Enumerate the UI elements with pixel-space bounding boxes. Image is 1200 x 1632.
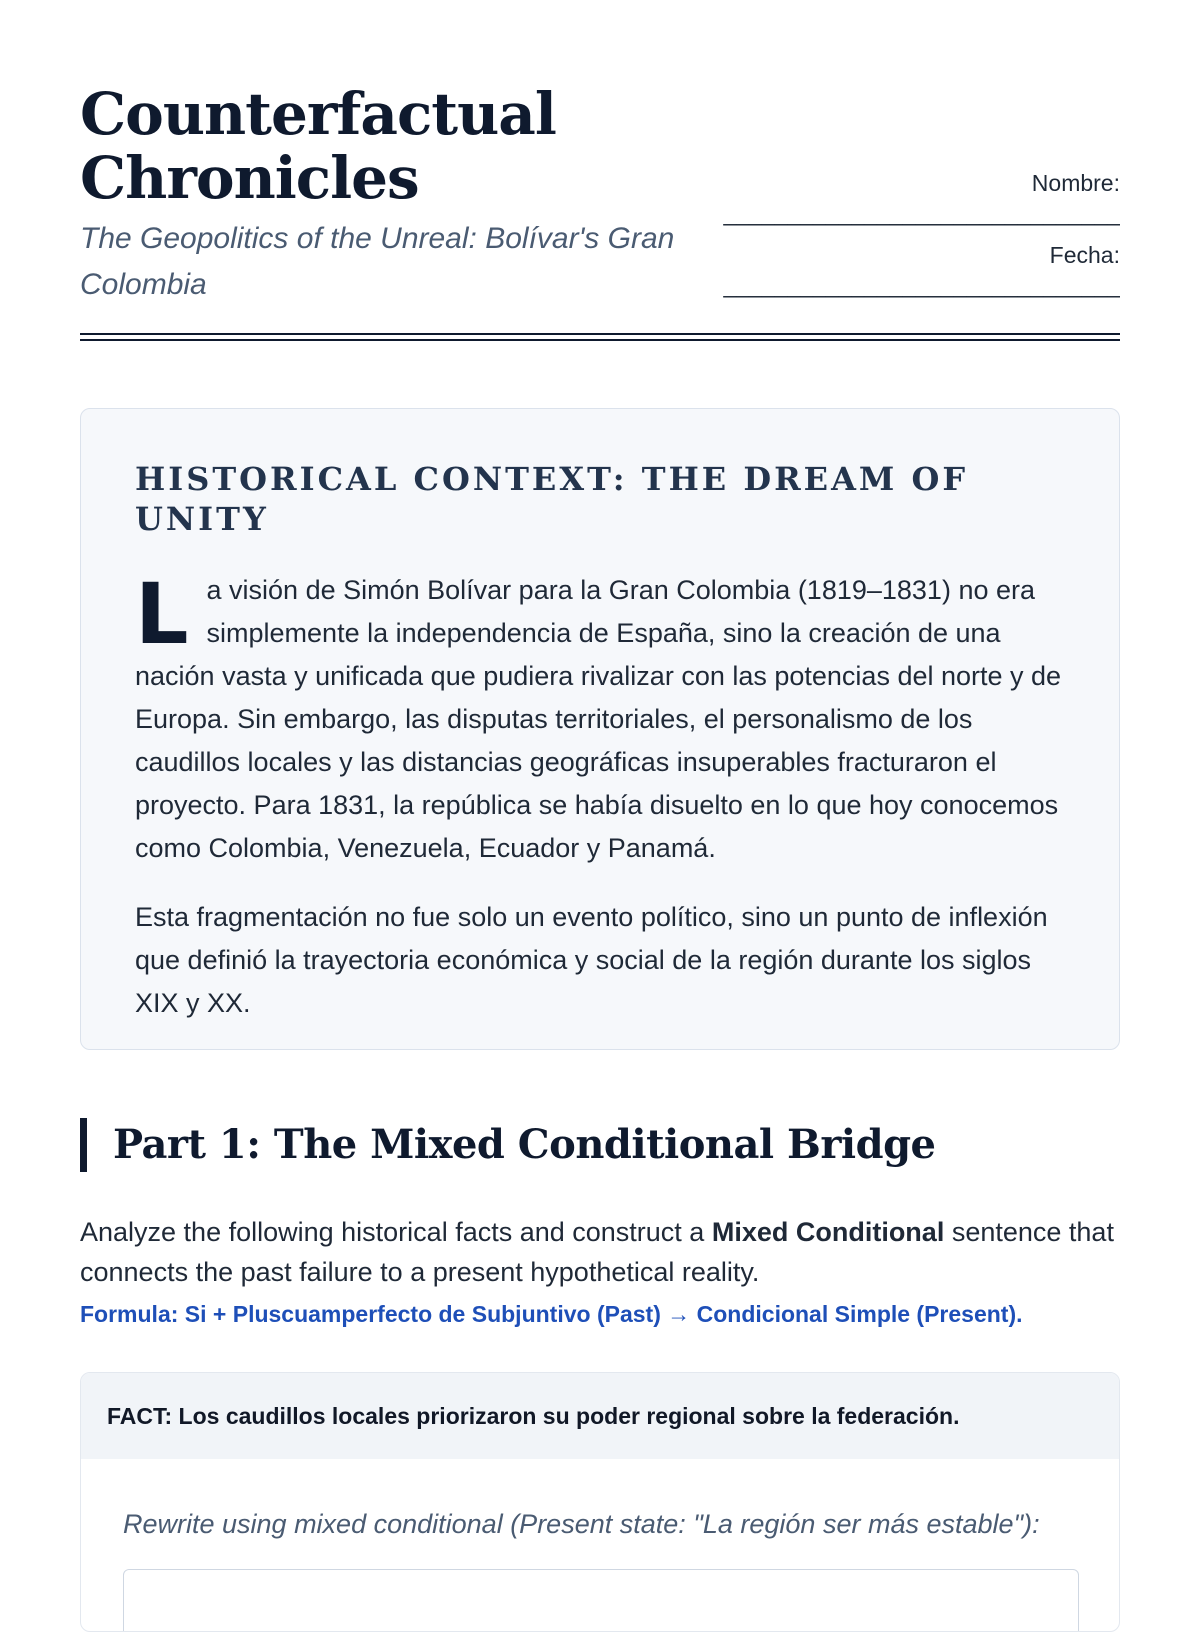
instructions-text-end: sentence that connects the past failure to a present hypothetical reality. bbox=[80, 1217, 1114, 1287]
exercise-card bbox=[80, 1372, 1120, 1632]
page-subtitle: The Geopolitics of the Unreal: Bolívar's Gran Colombia bbox=[80, 222, 675, 301]
part-1-title: Part 1: The Mixed Conditional Bridge bbox=[80, 1118, 936, 1172]
name-label: Nombre: bbox=[1031, 170, 1120, 196]
drop-cap: L bbox=[135, 565, 189, 663]
formula-hint: Formula: Si + Pluscuamperfecto de Subjuntivo (Past) → Condicional Simple (Present). bbox=[80, 1301, 1023, 1327]
exercise-fact: FACT: Los caudillos locales priorizaron su poder regional sobre la federación. bbox=[81, 1373, 1119, 1459]
instructions-emphasis: Mixed Conditional bbox=[711, 1217, 945, 1247]
context-paragraph-2: Esta fragmentación no fue solo un evento político, sino un punto de inflexión que definió la trayectoria económica y social de la región durante los siglos XIX y XX. bbox=[135, 902, 1048, 1018]
name-blank-line[interactable]: _______________________________ bbox=[723, 200, 1120, 226]
part-1-instructions bbox=[80, 1212, 1120, 1292]
date-field bbox=[700, 240, 1120, 300]
name-field bbox=[700, 168, 1120, 228]
page-title: Counterfactual Chronicles bbox=[80, 80, 556, 212]
header-divider bbox=[80, 333, 1120, 341]
student-info bbox=[700, 168, 1120, 300]
historical-context-card bbox=[80, 408, 1120, 1050]
instructions-text-start: Analyze the following historical facts and construct a bbox=[80, 1217, 712, 1247]
context-paragraph-1-text: a visión de Simón Bolívar para la Gran Colombia (1819–1831) no era simplemente la independencia de España, sino la creación de una nación vasta y unificada que pudiera rivalizar con las potencias del norte y de Europa. Sin embargo, las disputas territoriales, el personalismo de los caudillos locales y las distancias geográficas insuperables fracturaron el proyecto. Para 1831, la república se había disuelto en lo que hoy conocemos como Colombia, Venezuela, Ecuador y Panamá. bbox=[135, 575, 1062, 863]
date-blank-line[interactable]: _______________________________ bbox=[723, 272, 1120, 298]
answer-input[interactable] bbox=[123, 1569, 1079, 1632]
context-paragraph-1 bbox=[135, 565, 1065, 870]
context-heading: HISTORICAL CONTEXT: THE DREAM OF UNITY bbox=[135, 460, 969, 538]
exercise-prompt: Rewrite using mixed conditional (Present state: "La región ser más estable"): bbox=[123, 1509, 1040, 1539]
date-label: Fecha: bbox=[1049, 242, 1120, 268]
